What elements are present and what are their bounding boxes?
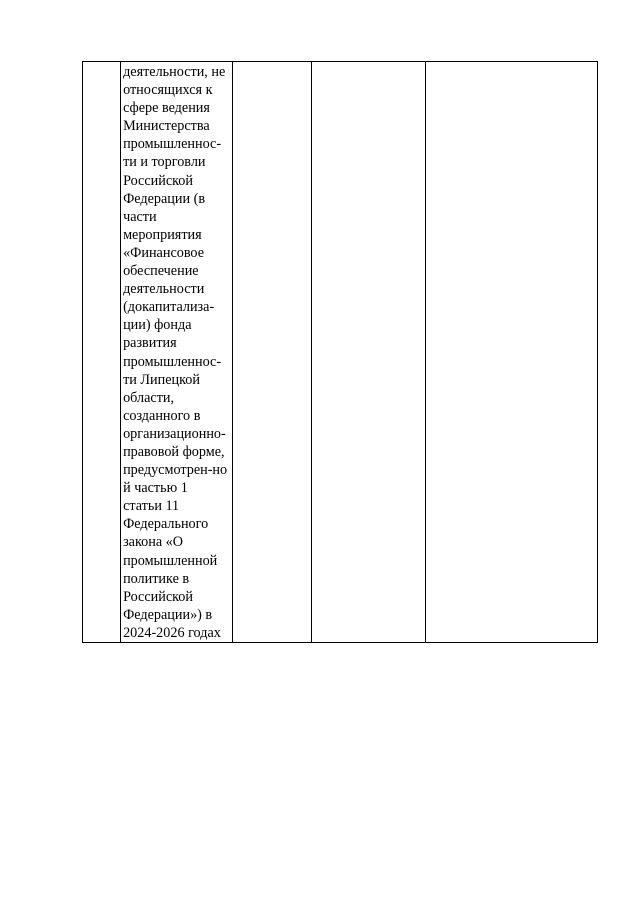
- table-cell-5: [425, 62, 597, 643]
- cell-text: [312, 62, 424, 63]
- cell-text: [426, 62, 597, 63]
- cell-text: деятельности, не относящихся к сфере ведения Министерства промышленнос- ти и торговли Российской Федерации (в части мероприятия «Финансовое обеспечение деятельности (докапитализа- ции) фонда развития промышленнос- ти Липецкой области, созданного в организационно- правовой форме, предусмотрен-но й частью 1 статьи 11 Федерального закона «О промышленной политике в Российской Федерации») в 2024-2026 годах: [123, 64, 228, 641]
- table-cell-3: [233, 62, 312, 643]
- table-row: [83, 62, 598, 643]
- document-table: [82, 61, 598, 643]
- table-cell-4: [312, 62, 425, 643]
- cell-text: [83, 62, 120, 63]
- cell-text: [233, 62, 311, 63]
- table-cell-2: [121, 62, 233, 643]
- table-cell-1: [83, 62, 121, 643]
